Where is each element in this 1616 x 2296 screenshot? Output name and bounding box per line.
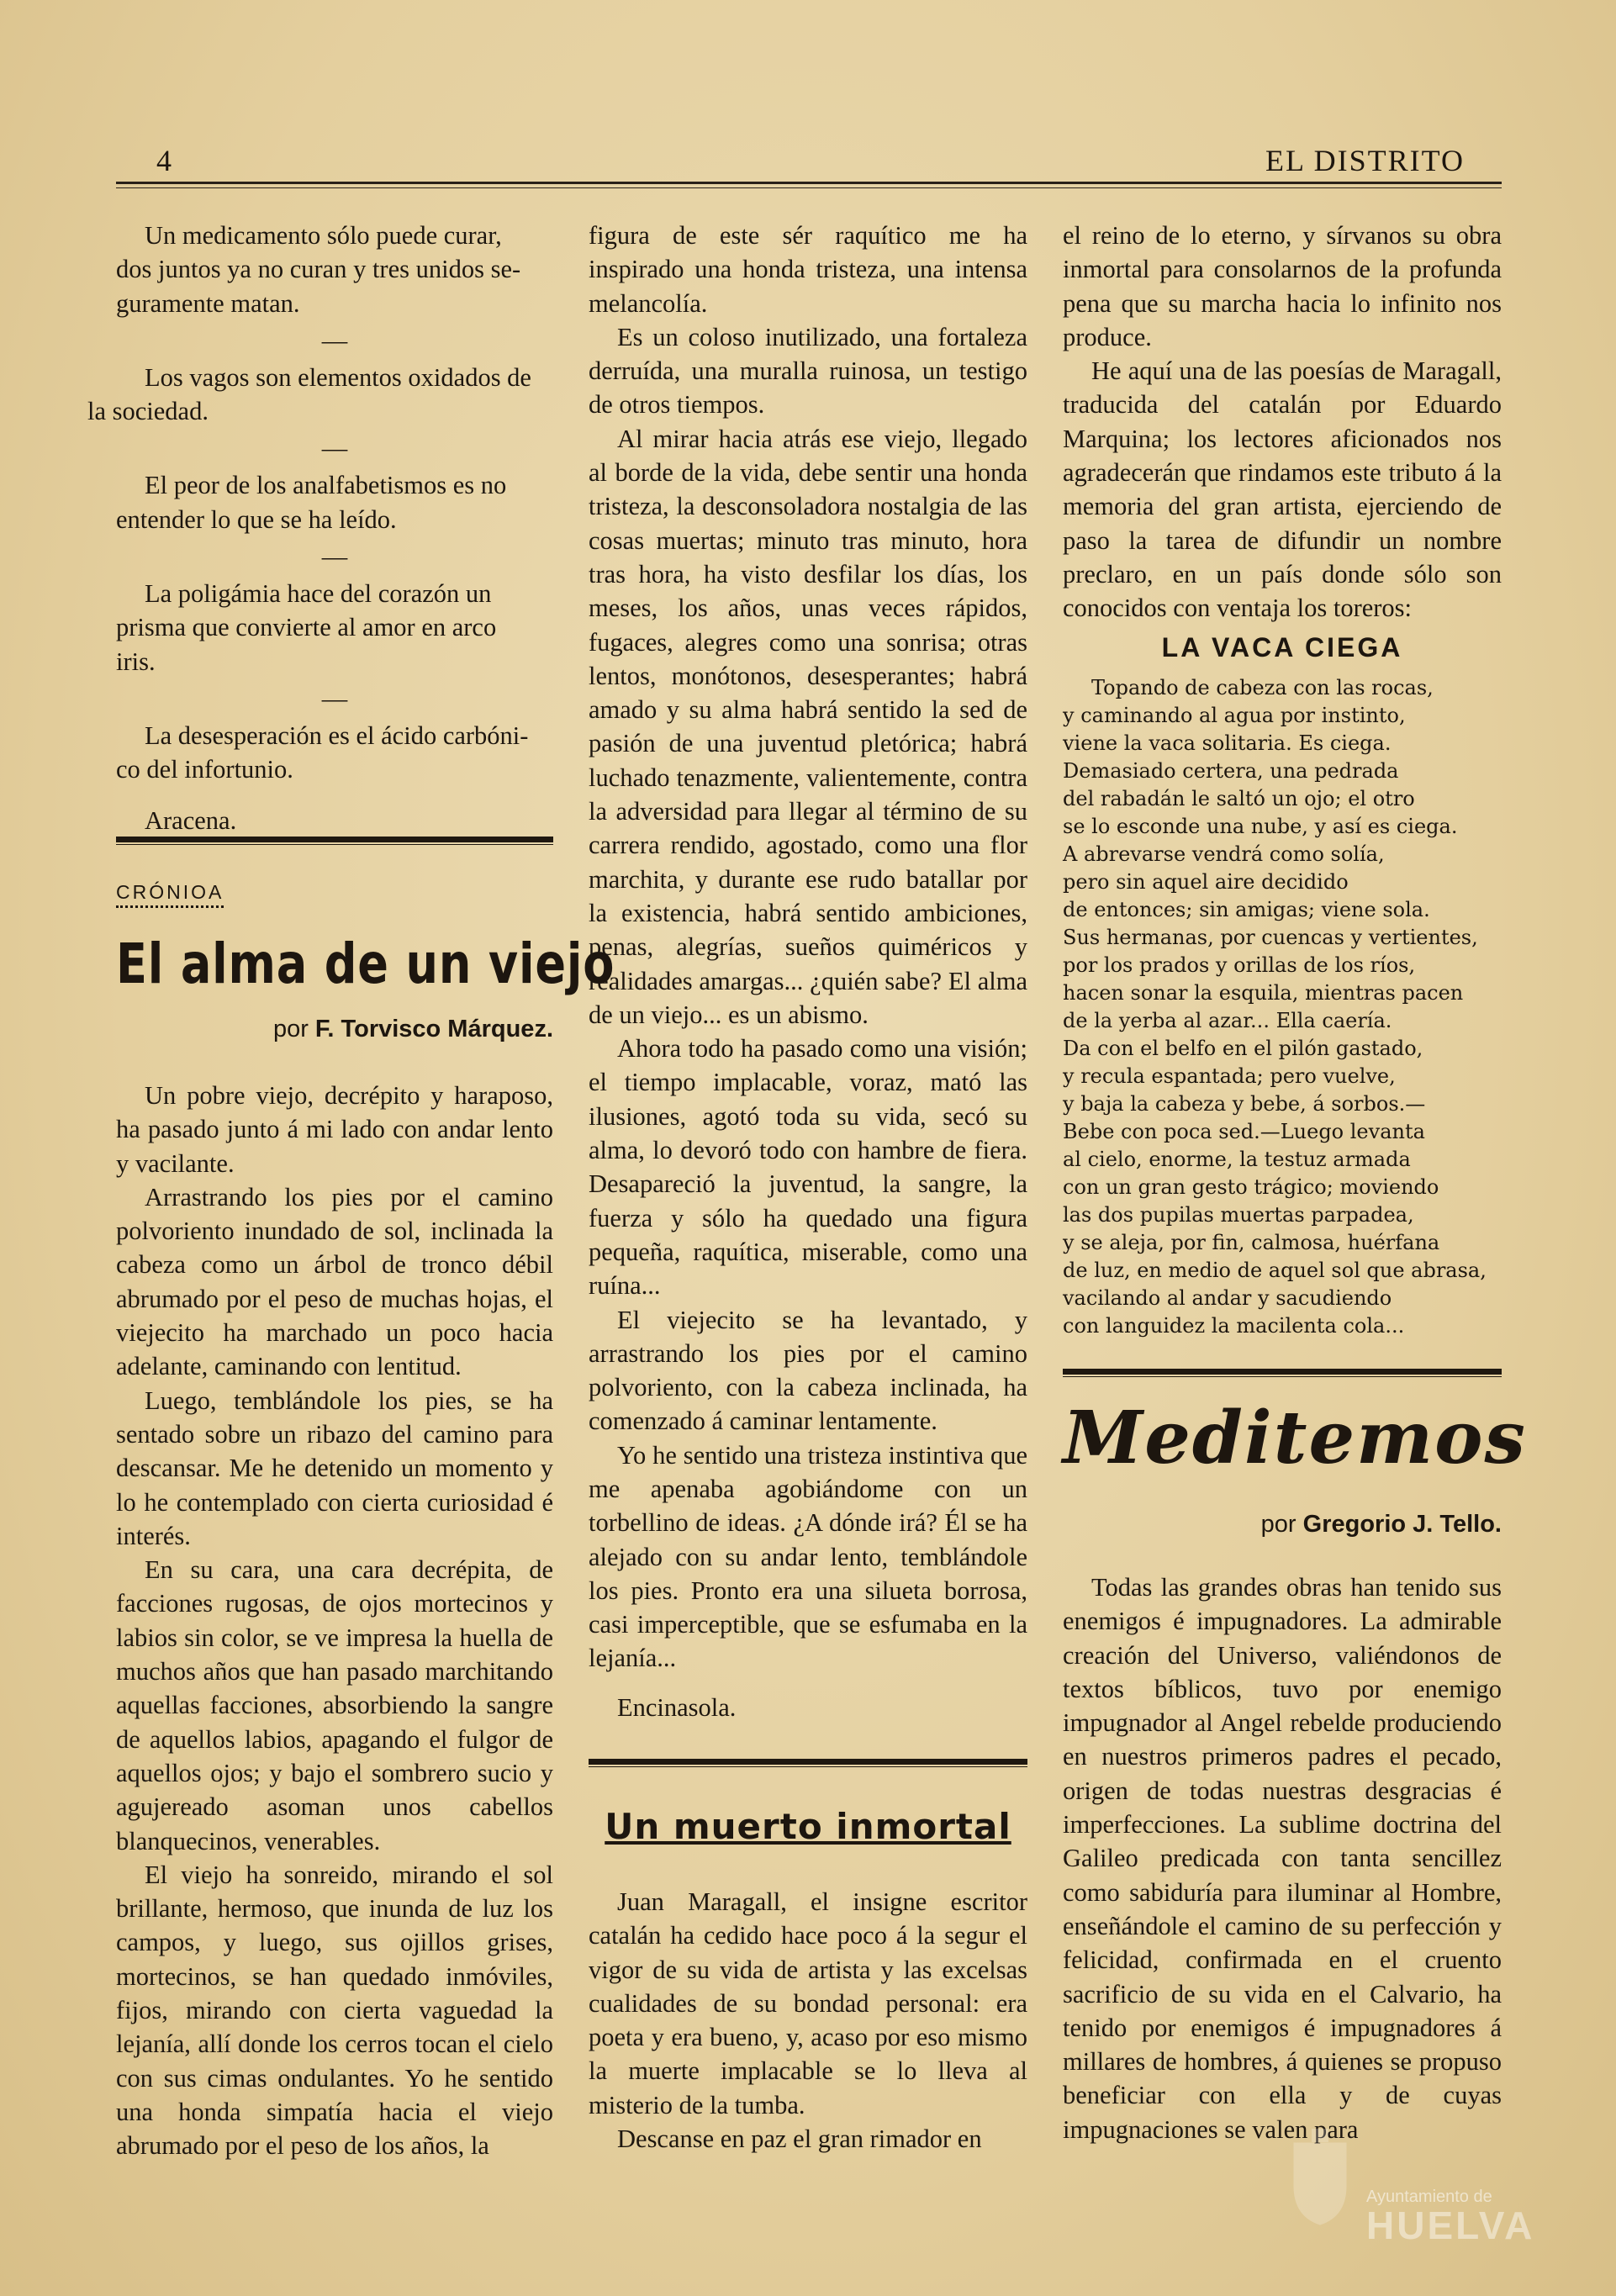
paragraph-continuation: el reino de lo eterno, y sírvanos su obra inmortal para consolarnos de la profunda pena que su marcha hacia lo infinito nos produce.: [1063, 221, 1502, 351]
meditemos-byline: por Gregorio J. Tello.: [1260, 1511, 1502, 1538]
muerto-title: Un muerto inmortal: [605, 1806, 1011, 1847]
poem-line: y baja la cabeza y bebe, á sorbos.—: [1063, 1092, 1426, 1116]
cronica-body-col1: [116, 1079, 553, 2163]
watermark-city: HUELVA: [1366, 2204, 1535, 2247]
paragraph: Yo he sentido una tristeza instintiva que me apenaba agobiándome con un torbellino de ideas. ¿A dónde irá? Él se ha alejado con su andar lento, temblándole los pies. Pronto era una silueta borrosa, casi imperceptible, que se esfumaba en la lejanía...: [589, 1440, 1027, 1673]
maxim-separator: —: [321, 434, 348, 463]
paragraph: Descanse en paz el gran rimador en: [617, 2124, 982, 2154]
poem-line: con languidez la macilenta cola...: [1063, 1314, 1405, 1338]
maxims-signature: Aracena.: [145, 805, 237, 835]
maxim-3: El peor de los analfabetismos es no entender lo que se ha leído.: [116, 471, 507, 534]
poem-line: Da con el belfo en el pilón gastado,: [1063, 1037, 1423, 1060]
muerto-body-col3: [1063, 219, 1502, 625]
paragraph: El viejecito se ha levantado, y arrastrando los pies por el camino polvoriento, con la cabeza inclinada, ha comenzado á caminar lentamente.: [589, 1305, 1027, 1436]
poem-line: y se aleja, por fin, calmosa, huérfana: [1063, 1231, 1440, 1254]
poem-line: Sus hermanas, por cuencas y vertientes,: [1063, 926, 1478, 949]
poem-line: viene la vaca solitaria. Es ciega.: [1063, 731, 1392, 755]
cronica-kicker: CRÓNIOA: [116, 881, 224, 908]
cronica-byline: por F. Torvisco Márquez.: [272, 1016, 553, 1042]
paragraph: Luego, temblándole los pies, se ha sentado sobre un ribazo del camino para descansar. Me he detenido un momento y lo he contemplado con cierta curiosidad é interés.: [116, 1386, 553, 1550]
poem-line: y recula espantada; pero vuelve,: [1063, 1064, 1396, 1088]
maxim-separator: —: [321, 684, 348, 713]
maxim-1: Un medicamento sólo puede curar, dos juntos ya no curan y tres unidos se- guramente matan.: [116, 221, 521, 318]
maxim-5: La desesperación es el ácido carbóni- co del infortunio.: [116, 720, 529, 784]
poem-line: Topando de cabeza con las rocas,: [1091, 676, 1434, 699]
section-rule: [1063, 1369, 1502, 1377]
meditemos-title: Meditemos: [1063, 1396, 1527, 1481]
header-rule: [116, 182, 1502, 188]
cronica-signature: Encinasola.: [617, 1692, 737, 1722]
paragraph: Al mirar hacia atrás ese viejo, llegado al borde de la vida, debe sentir una honda tristeza, la desconsoladora nostalgia de las cosas muertas; minuto tras minuto, hora tras hora, ha visto desfilar los días, los meses, los años, unas veces rápidos, fugaces, alegres como una sonrisa; otras lentos, monótonos, desesperantes; habrá amado y su alma habrá sentido la sed de pasión de una juventud pletórica; habrá luchado tenazmente, valientemente, contra la adversidad para llegar al término de su carrera rendido, agostado, como una flor marchita, y durante ese rudo batallar por la existencia, habrá sentido ambiciones, penas, alegrías, sueños quiméricos y realidades amargas... ¿quién sabe? El alma de un viejo... es un abismo.: [589, 424, 1027, 1029]
poem-line: al cielo, enorme, la testuz armada: [1063, 1148, 1411, 1171]
paragraph: Todas las grandes obras han tenido sus enemigos é impugnadores. La admirable creación del Universo, valiéndonos de textos bíblicos, tuvo por enemigo impugnador al Angel rebelde produciendo en nuestros primeros padres el pecado, origen de todas nuestras desgracias é imperfecciones. La sublime doctrina del Galileo predicada con tanta sencillez como sabiduría para iluminar al Hombre, enseñándole el camino de su perfección y felicidad, confirmada en el cruento sacrificio de su vida en el Calvario, ha tenido por enemigos é impugnadores á millares de hombres, á quienes se propuso beneficiar con ella y de cuyas impugnaciones se valen para: [1063, 1573, 1502, 2144]
poem-line: de luz, en medio de aquel sol que abrasa,: [1063, 1259, 1487, 1282]
page-number: 4: [156, 144, 172, 177]
paragraph: Ahora todo ha pasado como una visión; el tiempo implacable, voraz, mató las ilusiones, agotó toda su vida, secó su alma, lo devoró todo con hambre de fiera. Desapareció la juventud, la sangre, la fuerza y sólo ha quedado una figura pequeña, raquítica, miserable, como una ruína...: [589, 1034, 1027, 1301]
poem-line: con un gran gesto trágico; moviendo: [1063, 1175, 1439, 1199]
paragraph-continuation: figura de este sér raquítico me ha inspirado una honda tristeza, una intensa melancolía.: [589, 221, 1027, 318]
paragraph: Juan Maragall, el insigne escritor catalán ha cedido hace poco á la segur el vigor de su vida de artista y las excelsas cualidades de su bondad personal: era poeta y era bueno, y, acaso por eso mismo la muerte implacable se lo lleva al misterio de la tumba.: [589, 1887, 1027, 2119]
poem-line: hacen sonar la esquila, mientras pacen: [1063, 981, 1464, 1005]
poem: [1063, 674, 1502, 1340]
section-rule: [589, 1759, 1027, 1767]
paragraph: En su cara, una cara decrépita, de facciones rugosas, de ojos mortecinos y labios sin color, se ve impresa la huella de muchos años que han pasado marchitando aquellas facciones, absorbiendo la sangre de aquellos labios, apagando el fulgor de aquellos ojos; y bajo el sombrero sucio y agujereado asoman unos cabellos blanquecinos, venerables.: [116, 1555, 553, 1855]
poem-line: se lo esconde una nube, y así es ciega.: [1063, 815, 1458, 838]
poem-title: LA VACA CIEGA: [1161, 632, 1403, 662]
masthead: EL DISTRITO: [1265, 144, 1465, 177]
poem-line: las dos pupilas muertas parpadea,: [1063, 1203, 1414, 1227]
maxim-separator: —: [321, 542, 348, 572]
muerto-body-col2: [589, 1885, 1027, 2156]
maxim-2: Los vagos son elementos oxidados de la sociedad.: [87, 362, 531, 426]
section-rule: [116, 837, 553, 845]
maxim-separator: —: [321, 325, 348, 355]
poem-line: Demasiado certera, una pedrada: [1063, 759, 1399, 783]
poem-line: por los prados y orillas de los ríos,: [1063, 953, 1416, 977]
poem-line: pero sin aquel aire decidido: [1063, 870, 1349, 894]
poem-line: de la yerba al azar... Ella caería.: [1063, 1009, 1392, 1032]
watermark-text: Ayuntamiento de: [1366, 2188, 1492, 2206]
meditemos-body: [1063, 1570, 1502, 2146]
maxims-block: [87, 219, 553, 837]
cronica-title: El alma de un viejo: [116, 932, 615, 996]
poem-line: de entonces; sin amigas; viene sola.: [1063, 898, 1430, 921]
paragraph: Un pobre viejo, decrépito y haraposo, ha pasado junto á mi lado con andar lento y vacilante.: [116, 1081, 553, 1178]
poem-line: Bebe con poca sed.—Luego levanta: [1063, 1120, 1425, 1143]
maxim-4: La poligámia hace del corazón un prisma que convierte al amor en arco iris.: [116, 579, 497, 676]
poem-line: vacilando al andar y sacudiendo: [1063, 1286, 1392, 1310]
poem-line: del rabadán le saltó un ojo; el otro: [1063, 787, 1415, 810]
poem-line: A abrevarse vendrá como solía,: [1063, 842, 1385, 866]
paragraph: Arrastrando los pies por el camino polvoriento inundado de sol, inclinada la cabeza como un árbol de tronco débil abrumado por el peso de muchas hojas, el viejecito ha marchado un poco hacia adelante, caminando con lentitud.: [116, 1182, 553, 1381]
paragraph: El viejo ha sonreido, mirando el sol brillante, hermoso, que inunda de luz los campos, y luego, sus ojillos grises, mortecinos, se han quedado inmóviles, fijos, mirando con cierta vaguedad la lejanía, allí donde los cerros tocan el cielo con sus cimas ondulantes. Yo he sentido una honda simpatía hacia el viejo abrumado por el peso de los años, la: [116, 1860, 553, 2161]
poem-line: y caminando al agua por instinto,: [1063, 704, 1406, 727]
cronica-body-col2: [589, 219, 1027, 1724]
seal-icon: [1286, 2127, 1354, 2228]
paragraph: Es un coloso inutilizado, una fortaleza derruída, una muralla ruinosa, un testigo de otros tiempos.: [589, 322, 1027, 420]
paragraph: He aquí una de las poesías de Maragall, traducida del catalán por Eduardo Marquina; los lectores aficionados nos agradecerán que rindamos este tributo á la memoria del gran artista, ejerciendo de paso la tarea de difundir un nombre preclaro, en un país donde sólo son conocidos con ventaja los toreros:: [1063, 356, 1502, 623]
